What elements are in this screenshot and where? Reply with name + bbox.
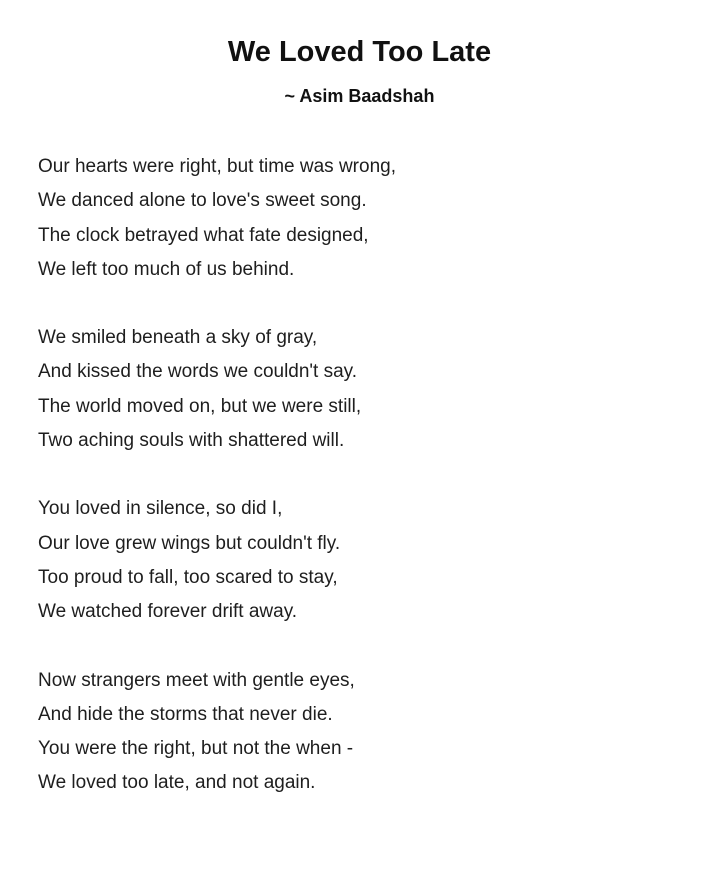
stanza-3 — [38, 492, 698, 629]
poem-line: And kissed the words we couldn't say. — [38, 361, 358, 383]
poem-line: We watched forever drift away. — [38, 601, 298, 623]
poem-line: We smiled beneath a sky of gray, — [38, 327, 318, 349]
poem-line: We left too much of us behind. — [38, 258, 295, 280]
poem-line: Our love grew wings but couldn't fly. — [38, 532, 341, 554]
poem-line: Our hearts were right, but time was wrong, — [38, 156, 396, 177]
poem-author: ~ Asim Baadshah — [284, 86, 435, 106]
poem-line: Now strangers meet with gentle eyes, — [38, 669, 355, 691]
poem-line: We loved too late, and not again. — [38, 772, 316, 794]
poem-body — [38, 150, 698, 835]
poem-line: We danced alone to love's sweet song. — [38, 190, 367, 212]
poem-line: The clock betrayed what fate designed, — [38, 224, 369, 246]
poem-title: We Loved Too Late — [227, 36, 492, 68]
stanza-1 — [38, 150, 698, 287]
poem-line: The world moved on, but we were still, — [38, 395, 362, 417]
poem-line: You loved in silence, so did I, — [38, 498, 283, 520]
poem-line: Two aching souls with shattered will. — [38, 430, 345, 452]
poem-line: Too proud to fall, too scared to stay, — [38, 566, 338, 588]
stanza-4 — [38, 664, 698, 801]
poem-line: You were the right, but not the when - — [38, 738, 354, 760]
poem-line: And hide the storms that never die. — [38, 703, 333, 725]
stanza-2 — [38, 321, 698, 458]
